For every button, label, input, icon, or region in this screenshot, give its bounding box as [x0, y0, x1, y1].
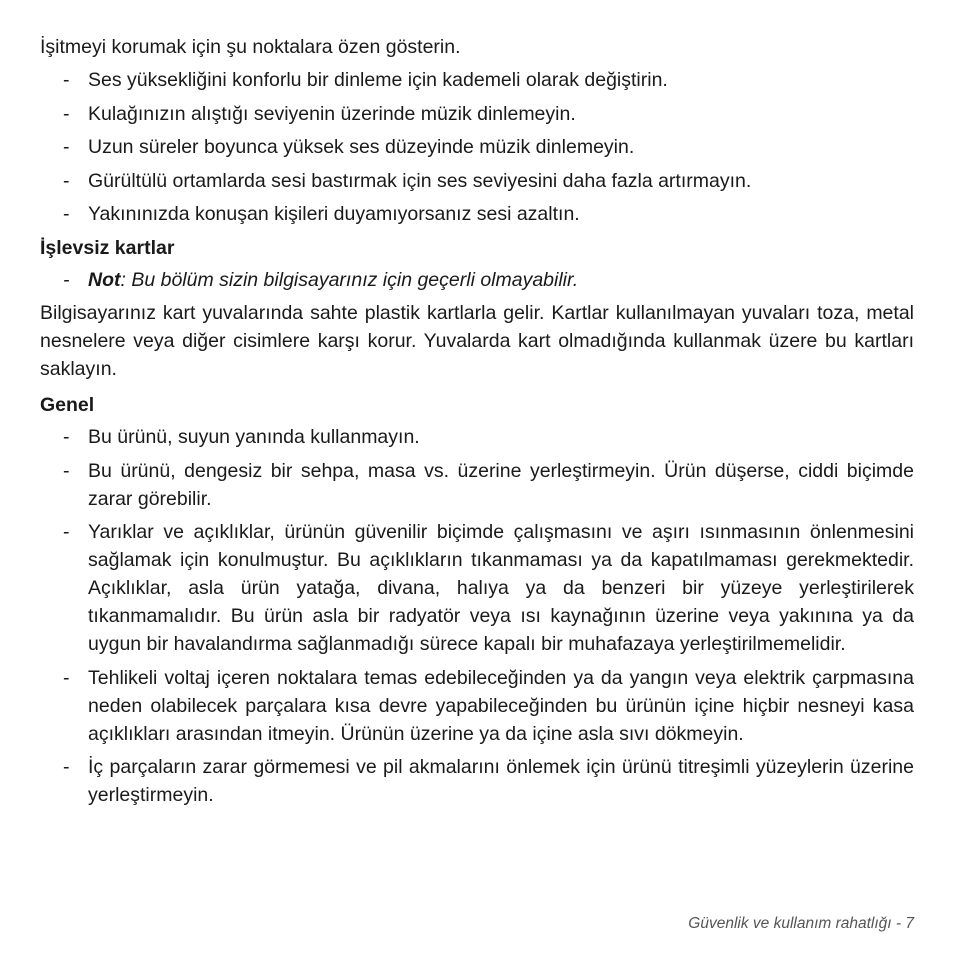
dash-bullet: - — [63, 102, 70, 125]
dash-bullet: - — [63, 459, 70, 482]
list-item-text: Kulağınızın alıştığı seviyenin üzerinde müzik dinlemeyin. — [88, 102, 576, 125]
general-list — [40, 423, 914, 809]
list-item-text: Ses yüksekliğini konforlu bir dinleme için kademeli olarak değiştirin. — [88, 69, 668, 91]
dash-bullet: - — [63, 521, 70, 543]
section-heading-general: Genel — [40, 394, 95, 416]
list-item — [40, 66, 914, 94]
list-item-text: Gürültülü ortamlarda sesi bastırmak için ses seviyesini daha fazla artırmayın. — [88, 169, 752, 192]
list-item-text: Yakınınızda konuşan kişileri duyamıyorsanız sesi azaltın. — [88, 203, 580, 225]
hearing-list — [40, 66, 914, 228]
dash-bullet: - — [63, 203, 70, 225]
list-item — [40, 753, 914, 809]
dash-bullet: - — [63, 169, 70, 192]
list-item — [40, 167, 914, 195]
dash-bullet: - — [63, 426, 70, 448]
list-item — [40, 200, 914, 228]
list-item — [40, 457, 914, 513]
dash-bullet: - — [63, 666, 70, 689]
list-item-text: İç parçaların zarar görmemesi ve pil akmalarını önlemek için ürünü titreşimli yüzeylerin üzerine yerleştirmeyin. — [88, 756, 914, 806]
list-item-text: Bu ürünü, suyun yanında kullanmayın. — [88, 426, 420, 448]
list-item-text: Uzun süreler boyunca yüksek ses düzeyinde müzik dinlemeyin. — [88, 136, 635, 158]
document-page — [40, 33, 914, 815]
note-label: Not — [88, 268, 121, 291]
section-heading-cards: İşlevsiz kartlar — [40, 236, 175, 259]
dash-bullet: - — [63, 136, 70, 158]
list-item-text: Bu ürünü, dengesiz bir sehpa, masa vs. üzerine yerleştirmeyin. Ürün düşerse, ciddi biçimde zarar görebilir. — [88, 459, 914, 510]
list-item — [40, 664, 914, 748]
list-item — [40, 100, 914, 128]
page-footer: Güvenlik ve kullanım rahatlığı - 7 — [688, 915, 914, 932]
cards-paragraph: Bilgisayarınız kart yuvalarında sahte plastik kartlarla gelir. Kartlar kullanılmayan yuvaları toza, metal nesnelere veya diğer cisimlere karşı korur. Yuvalarda kart olmadığında kullanmak üzere bu kartları saklayın. — [40, 302, 914, 380]
note-text: : Bu bölüm sizin bilgisayarınız için geçerli olmayabilir. — [120, 268, 579, 291]
list-item-text: Yarıklar ve açıklıklar, ürünün güvenilir biçimde çalışmasını ve aşırı ısınmasının önlenmesini sağlamak için konulmuştur. Bu açıklıkların tıkanmaması ya da kapatılmaması gerekmektedir. Açıklıklar, asla ürün yatağa, divana, halıya ya da benzeri bir yüzeye yerleştirilerek tıkanmamalıdır. Bu ürün asla bir radyatör veya ısı kaynağının üzerine veya yakınına ya da uygun bir havalandırma sağlanmadığı sürece kapalı bir muhafazaya yerleştirilmemelidir. — [88, 521, 914, 655]
dash-bullet: - — [63, 268, 70, 291]
dash-bullet: - — [63, 756, 70, 778]
note-item — [40, 266, 914, 294]
intro-text: İşitmeyi korumak için şu noktalara özen gösterin. — [40, 36, 461, 58]
list-item — [40, 518, 914, 658]
list-item-text: Tehlikeli voltaj içeren noktalara temas edebileceğinden ya da yangın veya elektrik çarpmasına neden olabilecek parçalara kısa devre yapabileceğinden bu ürünün içine hiçbir nesneyi kasa açıklıkları arasından itmeyin. Ürünün üzerine ya da içine asla sıvı dökmeyin. — [88, 666, 914, 745]
dash-bullet: - — [63, 69, 70, 91]
note-list — [40, 266, 914, 294]
list-item — [40, 423, 914, 451]
list-item — [40, 133, 914, 161]
